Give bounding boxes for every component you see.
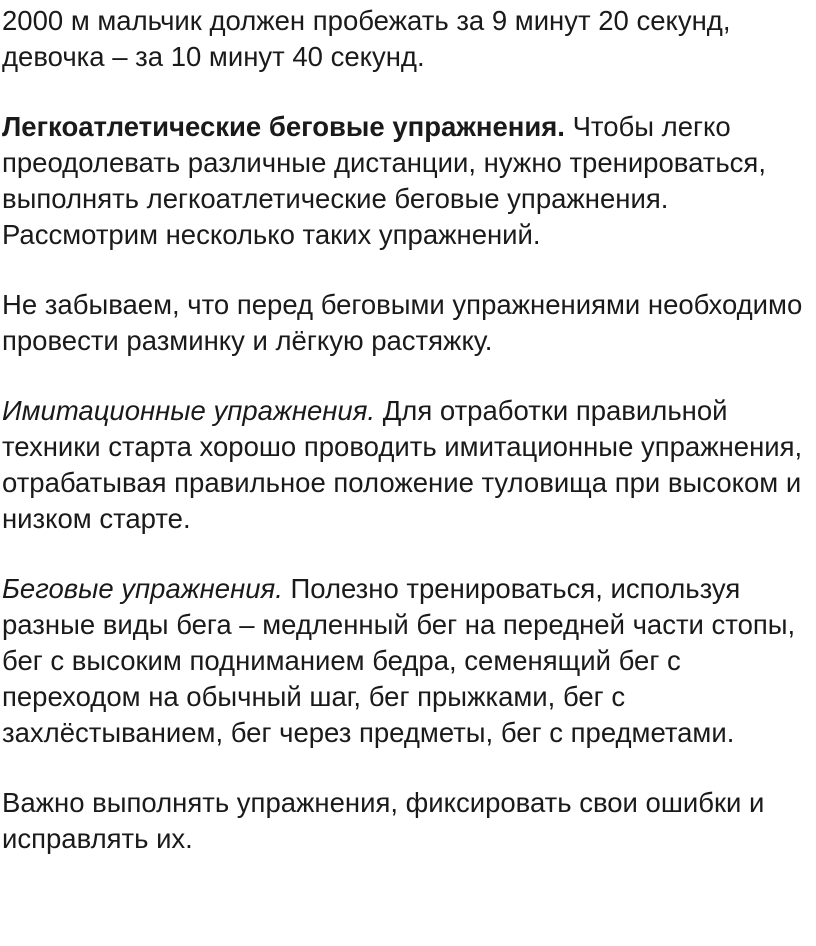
paragraph-imitation-exercises: [2, 393, 814, 537]
paragraph-text: Не забываем, что перед беговыми упражнениями необходимо провести разминку и лёгкую растяжку.: [2, 289, 803, 356]
paragraph-text: Чтобы легко преодолевать различные дистанции, нужно тренироваться, выполнять легкоатлетические беговые упражнения. Рассмотрим несколько таких упражнений.: [2, 111, 766, 250]
paragraph-text: Полезно тренироваться, используя разные виды бега – медленный бег на передней части стопы, бег с высоким подниманием бедра, семенящий бег с переходом на обычный шаг, бег прыжками, бег с захлёстыванием, бег через предметы, бег с предметами.: [2, 573, 796, 748]
paragraph-text: 2000 м мальчик должен пробежать за 9 минут 20 секунд, девочка – за 10 минут 40 секунд.: [2, 5, 731, 72]
paragraph-running-types: [2, 571, 814, 751]
document-body: [2, 3, 814, 857]
paragraph-warmup: [2, 287, 814, 359]
paragraph-text: Важно выполнять упражнения, фиксировать свои ошибки и исправлять их.: [2, 787, 765, 854]
paragraph-running-exercises-intro: [2, 109, 814, 253]
paragraph-conclusion: [2, 785, 814, 857]
bold-heading-running-exercises: Легкоатлетические беговые упражнения.: [2, 111, 565, 142]
italic-heading-running: Беговые упражнения.: [2, 573, 283, 604]
paragraph-text: Для отработки правильной техники старта хорошо проводить имитационные упражнения, отрабатывая правильное положение туловища при высоком и низком старте.: [2, 395, 803, 534]
italic-heading-imitation: Имитационные упражнения.: [2, 395, 376, 426]
paragraph-norms: [2, 3, 814, 75]
